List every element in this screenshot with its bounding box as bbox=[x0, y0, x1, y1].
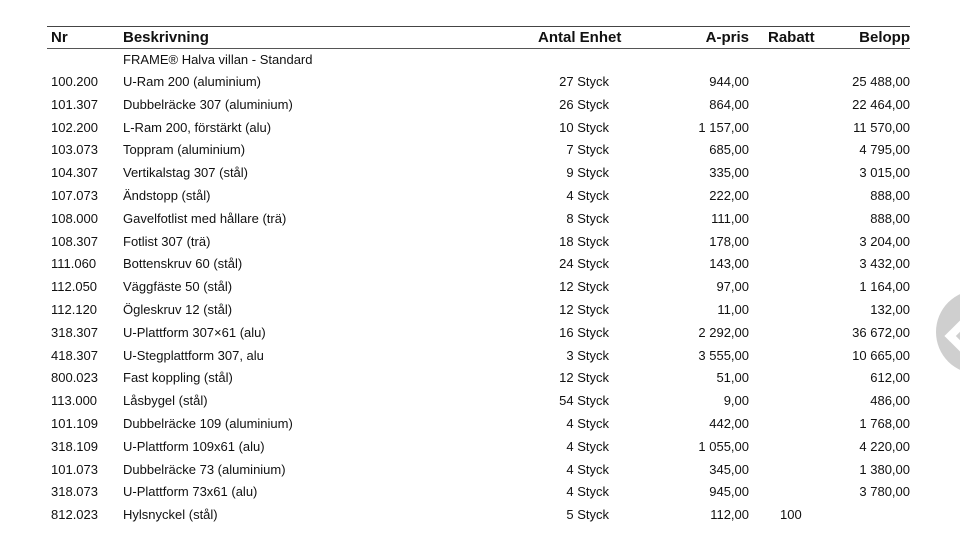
table-row bbox=[0, 346, 960, 368]
row-nr: 107.073 bbox=[51, 188, 98, 203]
row-a-pris: 864,00 bbox=[709, 96, 749, 112]
row-beskrivning: Hylsnyckel (stål) bbox=[123, 507, 218, 523]
header-beskrivning: Beskrivning bbox=[123, 29, 209, 46]
row-nr: 112.120 bbox=[51, 302, 98, 317]
row-antal-enhet: 8 Styck bbox=[566, 210, 609, 226]
row-antal-enhet: 4 Styck bbox=[566, 484, 609, 500]
row-nr: 111.060 bbox=[51, 256, 97, 272]
row-belopp: 10 665,00 bbox=[852, 347, 910, 363]
row-belopp: 4 220,00 bbox=[859, 438, 910, 454]
row-a-pris: 2 292,00 bbox=[698, 324, 749, 340]
row-belopp: 11 570,00 bbox=[853, 119, 910, 135]
row-nr: 800.023 bbox=[51, 370, 98, 386]
table-row bbox=[0, 186, 960, 208]
row-belopp: 1 380,00 bbox=[859, 461, 910, 477]
row-antal-enhet: 4 Styck bbox=[566, 188, 609, 203]
row-nr: 100.200 bbox=[51, 74, 98, 89]
row-beskrivning: U-Ram 200 (aluminium) bbox=[123, 74, 261, 89]
row-antal-enhet: 12 Styck bbox=[559, 302, 609, 317]
row-belopp: 3 204,00 bbox=[859, 233, 910, 249]
header-nr: Nr bbox=[51, 29, 68, 46]
row-a-pris: 51,00 bbox=[716, 370, 749, 386]
row-belopp: 4 795,00 bbox=[859, 142, 910, 158]
row-a-pris: 222,00 bbox=[709, 188, 749, 203]
row-a-pris: 945,00 bbox=[709, 484, 749, 500]
row-nr: 101.073 bbox=[51, 461, 98, 477]
table-row bbox=[0, 460, 960, 482]
table-row bbox=[0, 391, 960, 413]
row-rabatt: 100 bbox=[780, 507, 802, 523]
row-belopp: 3 015,00 bbox=[859, 165, 910, 181]
table-row bbox=[0, 323, 960, 345]
row-beskrivning: Fast koppling (stål) bbox=[123, 370, 233, 386]
row-antal-enhet: 5 Styck bbox=[566, 507, 609, 523]
row-a-pris: 1 055,00 bbox=[698, 438, 749, 454]
row-antal-enhet: 16 Styck bbox=[559, 324, 609, 340]
row-a-pris: 1 157,00 bbox=[698, 119, 749, 135]
table-row bbox=[0, 437, 960, 459]
row-antal-enhet: 26 Styck bbox=[559, 96, 609, 112]
row-a-pris: 178,00 bbox=[709, 233, 749, 249]
row-a-pris: 335,00 bbox=[709, 165, 749, 181]
row-beskrivning: Dubbelräcke 109 (aluminium) bbox=[123, 416, 293, 431]
table-row bbox=[0, 163, 960, 185]
row-beskrivning: Fotlist 307 (trä) bbox=[123, 233, 211, 249]
row-a-pris: 111,00 bbox=[711, 210, 749, 226]
row-nr: 103.073 bbox=[51, 142, 98, 158]
row-a-pris: 9,00 bbox=[723, 393, 749, 409]
row-nr: 102.200 bbox=[51, 119, 98, 135]
row-belopp: 1 768,00 bbox=[859, 416, 910, 431]
row-beskrivning: Väggfäste 50 (stål) bbox=[123, 279, 233, 295]
row-antal-enhet: 9 Styck bbox=[566, 165, 609, 181]
row-beskrivning: U-Stegplattform 307, alu bbox=[123, 347, 264, 363]
row-antal-enhet: 4 Styck bbox=[566, 461, 609, 477]
row-beskrivning: U-Plattform 307×61 (alu) bbox=[123, 324, 266, 340]
row-belopp: 612,00 bbox=[870, 370, 910, 386]
row-nr: 812.023 bbox=[51, 507, 98, 523]
row-beskrivning: Dubbelräcke 307 (aluminium) bbox=[123, 96, 293, 112]
row-beskrivning: Vertikalstag 307 (stål) bbox=[123, 165, 249, 181]
row-belopp: 1 164,00 bbox=[859, 279, 910, 295]
row-nr: 112.050 bbox=[51, 279, 98, 295]
row-antal-enhet: 3 Styck bbox=[566, 347, 609, 363]
row-nr: 108.000 bbox=[51, 210, 98, 226]
row-antal-enhet: 27 Styck bbox=[559, 74, 609, 89]
row-nr: 101.307 bbox=[51, 96, 98, 112]
row-belopp: 3 432,00 bbox=[859, 256, 910, 272]
row-beskrivning: Bottenskruv 60 (stål) bbox=[123, 256, 243, 272]
row-nr: 318.073 bbox=[51, 484, 98, 500]
row-nr: 318.109 bbox=[51, 438, 98, 454]
row-belopp: 486,00 bbox=[870, 393, 910, 409]
row-belopp: 3 780,00 bbox=[859, 484, 910, 500]
table-row bbox=[0, 95, 960, 117]
chevron-right-icon bbox=[945, 311, 960, 362]
table-row bbox=[0, 368, 960, 390]
row-beskrivning: Ögleskruv 12 (stål) bbox=[123, 302, 233, 317]
header-belopp: Belopp bbox=[859, 29, 910, 46]
row-beskrivning: Toppram (aluminium) bbox=[123, 142, 246, 158]
table-row bbox=[0, 300, 960, 322]
row-beskrivning: Dubbelräcke 73 (aluminium) bbox=[123, 461, 286, 477]
row-antal-enhet: 24 Styck bbox=[559, 256, 609, 272]
row-belopp: 888,00 bbox=[870, 210, 910, 226]
row-belopp: 25 488,00 bbox=[852, 74, 910, 89]
row-antal-enhet: 4 Styck bbox=[566, 438, 609, 454]
row-antal-enhet: 18 Styck bbox=[559, 233, 609, 249]
table-row bbox=[0, 505, 960, 527]
row-nr: 318.307 bbox=[51, 324, 98, 340]
row-belopp: 132,00 bbox=[870, 302, 910, 317]
row-belopp: 888,00 bbox=[870, 188, 910, 203]
group-title: FRAME® Halva villan - Standard bbox=[123, 52, 313, 67]
row-beskrivning: L-Ram 200, förstärkt (alu) bbox=[123, 119, 272, 135]
row-nr: 104.307 bbox=[51, 165, 98, 181]
row-a-pris: 685,00 bbox=[709, 142, 749, 158]
table-row bbox=[0, 209, 960, 231]
row-beskrivning: U-Plattform 73x61 (alu) bbox=[123, 484, 258, 500]
row-nr: 418.307 bbox=[51, 347, 98, 363]
row-a-pris: 3 555,00 bbox=[698, 347, 749, 363]
row-antal-enhet: 12 Styck bbox=[559, 279, 609, 295]
table-row bbox=[0, 118, 960, 140]
row-a-pris: 442,00 bbox=[709, 416, 749, 431]
row-belopp: 36 672,00 bbox=[852, 324, 910, 340]
row-antal-enhet: 4 Styck bbox=[566, 416, 609, 431]
row-beskrivning: Ändstopp (stål) bbox=[123, 188, 211, 203]
table-row bbox=[0, 414, 960, 436]
row-antal-enhet: 10 Styck bbox=[559, 119, 609, 135]
table-row bbox=[0, 254, 960, 276]
row-nr: 101.109 bbox=[51, 416, 98, 431]
row-belopp: 22 464,00 bbox=[852, 96, 910, 112]
header-a-pris: A-pris bbox=[705, 29, 749, 46]
table-row bbox=[0, 482, 960, 504]
header-rabatt: Rabatt bbox=[768, 29, 815, 46]
row-a-pris: 944,00 bbox=[709, 74, 749, 89]
table-row bbox=[0, 277, 960, 299]
row-beskrivning: Låsbygel (stål) bbox=[123, 393, 208, 409]
table-row bbox=[0, 140, 960, 162]
row-beskrivning: U-Plattform 109x61 (alu) bbox=[123, 438, 265, 454]
row-nr: 113.000 bbox=[51, 393, 98, 409]
table-row bbox=[0, 232, 960, 254]
row-antal-enhet: 54 Styck bbox=[559, 393, 609, 409]
row-a-pris: 97,00 bbox=[716, 279, 749, 295]
header-antal-enhet: Antal Enhet bbox=[538, 29, 622, 46]
row-nr: 108.307 bbox=[51, 233, 98, 249]
row-a-pris: 345,00 bbox=[709, 461, 749, 477]
row-antal-enhet: 7 Styck bbox=[566, 142, 609, 158]
row-a-pris: 112,00 bbox=[710, 507, 749, 523]
row-antal-enhet: 12 Styck bbox=[559, 370, 609, 386]
row-a-pris: 143,00 bbox=[709, 256, 749, 272]
row-a-pris: 11,00 bbox=[717, 302, 749, 317]
row-beskrivning: Gavelfotlist med hållare (trä) bbox=[123, 210, 287, 226]
table-row bbox=[0, 72, 960, 94]
